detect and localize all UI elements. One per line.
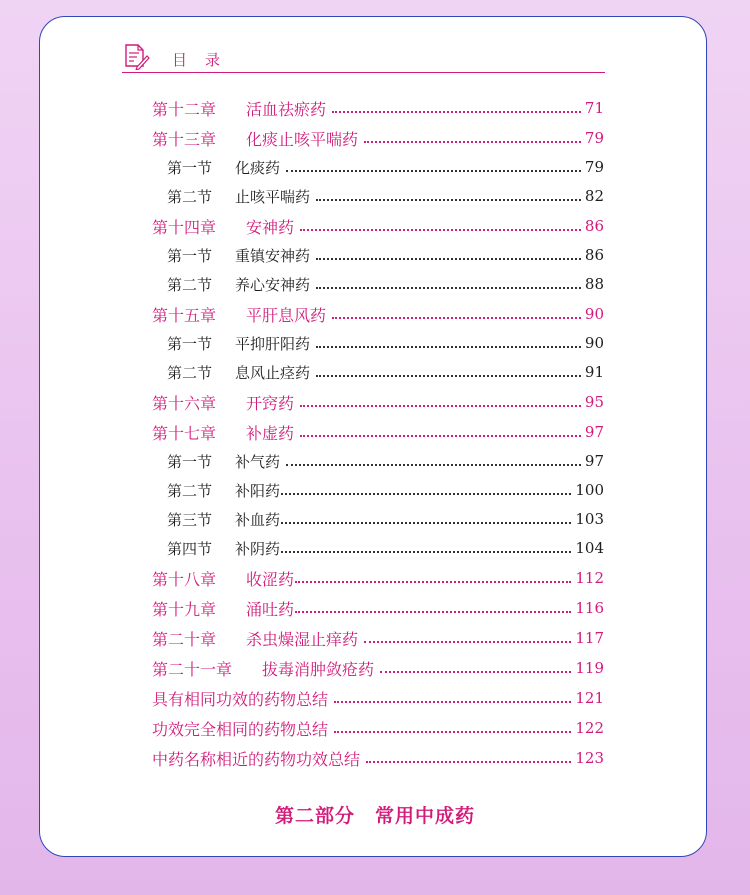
toc-chapter-entry[interactable] bbox=[152, 685, 604, 711]
toc-section-entry[interactable] bbox=[167, 330, 604, 356]
entry-page-number: 86 bbox=[584, 246, 604, 264]
toc-title: 目录 bbox=[172, 51, 239, 69]
entry-title: 补阳药 bbox=[235, 481, 281, 500]
dot-leader bbox=[316, 197, 581, 201]
entry-title: 功效完全相同的药物总结 bbox=[152, 719, 329, 739]
entry-title: 化痰药 bbox=[235, 158, 281, 177]
entry-page-number: 112 bbox=[575, 569, 604, 587]
entry-number: 第二节 bbox=[167, 187, 213, 206]
entry-number: 第十二章 bbox=[152, 99, 217, 119]
entry-number: 第十九章 bbox=[152, 599, 217, 619]
toc-section-entry[interactable] bbox=[167, 448, 604, 474]
entry-title: 止咳平喘药 bbox=[235, 187, 311, 206]
entry-page-number: 79 bbox=[584, 129, 604, 147]
entry-page-number: 90 bbox=[584, 305, 604, 323]
entry-page-number: 123 bbox=[575, 749, 604, 767]
toc-chapter-entry[interactable] bbox=[152, 715, 604, 741]
toc-chapter-entry[interactable] bbox=[152, 419, 604, 445]
entry-title: 中药名称相近的药物功效总结 bbox=[152, 749, 361, 769]
entry-page-number: 100 bbox=[575, 481, 604, 499]
toc-section-entry[interactable] bbox=[167, 477, 604, 503]
entry-title: 活血祛瘀药 bbox=[246, 99, 327, 119]
dot-leader bbox=[364, 639, 571, 643]
entry-page-number: 104 bbox=[575, 539, 604, 557]
dot-leader bbox=[316, 256, 581, 260]
entry-title: 息风止痉药 bbox=[235, 363, 311, 382]
entry-title: 化痰止咳平喘药 bbox=[246, 129, 359, 149]
dot-leader bbox=[295, 579, 571, 583]
entry-title: 拔毒消肿敛疮药 bbox=[262, 659, 375, 679]
entry-title: 开窍药 bbox=[246, 393, 295, 413]
entry-page-number: 97 bbox=[584, 452, 604, 470]
dot-leader bbox=[364, 139, 581, 143]
dot-leader bbox=[366, 759, 571, 763]
entry-title: 补气药 bbox=[235, 452, 281, 471]
toc-chapter-entry[interactable] bbox=[152, 745, 604, 771]
toc-section-entry[interactable] bbox=[167, 242, 604, 268]
toc-chapter-entry[interactable] bbox=[152, 625, 604, 651]
entry-page-number: 97 bbox=[584, 423, 604, 441]
entry-page-number: 88 bbox=[584, 275, 604, 293]
dot-leader bbox=[380, 669, 571, 673]
entry-page-number: 121 bbox=[575, 689, 604, 707]
toc-section-entry[interactable] bbox=[167, 271, 604, 297]
entry-title: 涌吐药 bbox=[246, 599, 295, 619]
entry-number: 第一节 bbox=[167, 334, 213, 353]
entry-title: 平抑肝阳药 bbox=[235, 334, 311, 353]
entry-title: 补阴药 bbox=[235, 539, 281, 558]
entry-number: 第二十章 bbox=[152, 629, 217, 649]
dot-leader bbox=[334, 699, 571, 703]
dot-leader bbox=[286, 168, 581, 172]
entry-number: 第一节 bbox=[167, 452, 213, 471]
entry-number: 第二十一章 bbox=[152, 659, 233, 679]
entry-page-number: 71 bbox=[584, 99, 604, 117]
entry-page-number: 82 bbox=[584, 187, 604, 205]
entry-number: 第十三章 bbox=[152, 129, 217, 149]
entry-page-number: 117 bbox=[575, 629, 604, 647]
dot-leader bbox=[316, 344, 581, 348]
toc-chapter-entry[interactable] bbox=[152, 301, 604, 327]
toc-chapter-entry[interactable] bbox=[152, 125, 604, 151]
entry-number: 第十八章 bbox=[152, 569, 217, 589]
entry-page-number: 91 bbox=[584, 363, 604, 381]
dot-leader bbox=[316, 373, 581, 377]
entry-number: 第一节 bbox=[167, 158, 213, 177]
toc-chapter-entry[interactable] bbox=[152, 595, 604, 621]
toc-chapter-entry[interactable] bbox=[152, 95, 604, 121]
entry-title: 安神药 bbox=[246, 217, 295, 237]
dot-leader bbox=[286, 462, 581, 466]
entry-number: 第十七章 bbox=[152, 423, 217, 443]
toc-section-entry[interactable] bbox=[167, 154, 604, 180]
entry-page-number: 95 bbox=[584, 393, 604, 411]
dot-leader bbox=[332, 109, 581, 113]
entry-page-number: 79 bbox=[584, 158, 604, 176]
toc-section-entry[interactable] bbox=[167, 535, 604, 561]
toc-chapter-entry[interactable] bbox=[152, 655, 604, 681]
entry-title: 具有相同功效的药物总结 bbox=[152, 689, 329, 709]
dot-leader bbox=[332, 315, 581, 319]
toc-section-entry[interactable] bbox=[167, 506, 604, 532]
entry-page-number: 103 bbox=[575, 510, 604, 528]
entry-title: 重镇安神药 bbox=[235, 246, 311, 265]
entry-title: 补虚药 bbox=[246, 423, 295, 443]
toc-section-entry[interactable] bbox=[167, 183, 604, 209]
entry-number: 第二节 bbox=[167, 481, 213, 500]
entry-title: 杀虫燥湿止痒药 bbox=[246, 629, 359, 649]
entry-number: 第三节 bbox=[167, 510, 213, 529]
entry-page-number: 119 bbox=[575, 659, 604, 677]
toc-section-entry[interactable] bbox=[167, 359, 604, 385]
dot-leader bbox=[300, 227, 581, 231]
entry-number: 第二节 bbox=[167, 363, 213, 382]
toc-chapter-entry[interactable] bbox=[152, 389, 604, 415]
entry-page-number: 86 bbox=[584, 217, 604, 235]
toc-chapter-entry[interactable] bbox=[152, 213, 604, 239]
part-title: 第二部分 常用中成药 bbox=[274, 805, 475, 827]
entry-page-number: 90 bbox=[584, 334, 604, 352]
dot-leader bbox=[295, 609, 571, 613]
entry-title: 收涩药 bbox=[246, 569, 295, 589]
dot-leader bbox=[300, 433, 581, 437]
entry-number: 第一节 bbox=[167, 246, 213, 265]
dot-leader bbox=[334, 729, 571, 733]
entry-title: 补血药 bbox=[235, 510, 281, 529]
entry-number: 第二节 bbox=[167, 275, 213, 294]
dot-leader bbox=[281, 520, 571, 524]
entry-number: 第十五章 bbox=[152, 305, 217, 325]
dot-leader bbox=[281, 491, 571, 495]
entry-number: 第十六章 bbox=[152, 393, 217, 413]
entry-page-number: 116 bbox=[575, 599, 604, 617]
entry-page-number: 122 bbox=[575, 719, 604, 737]
entry-number: 第十四章 bbox=[152, 217, 217, 237]
dot-leader bbox=[316, 285, 581, 289]
entry-number: 第四节 bbox=[167, 539, 213, 558]
entry-title: 平肝息风药 bbox=[246, 305, 327, 325]
dot-leader bbox=[281, 549, 571, 553]
toc-chapter-entry[interactable] bbox=[152, 565, 604, 591]
entry-title: 养心安神药 bbox=[235, 275, 311, 294]
dot-leader bbox=[300, 403, 581, 407]
